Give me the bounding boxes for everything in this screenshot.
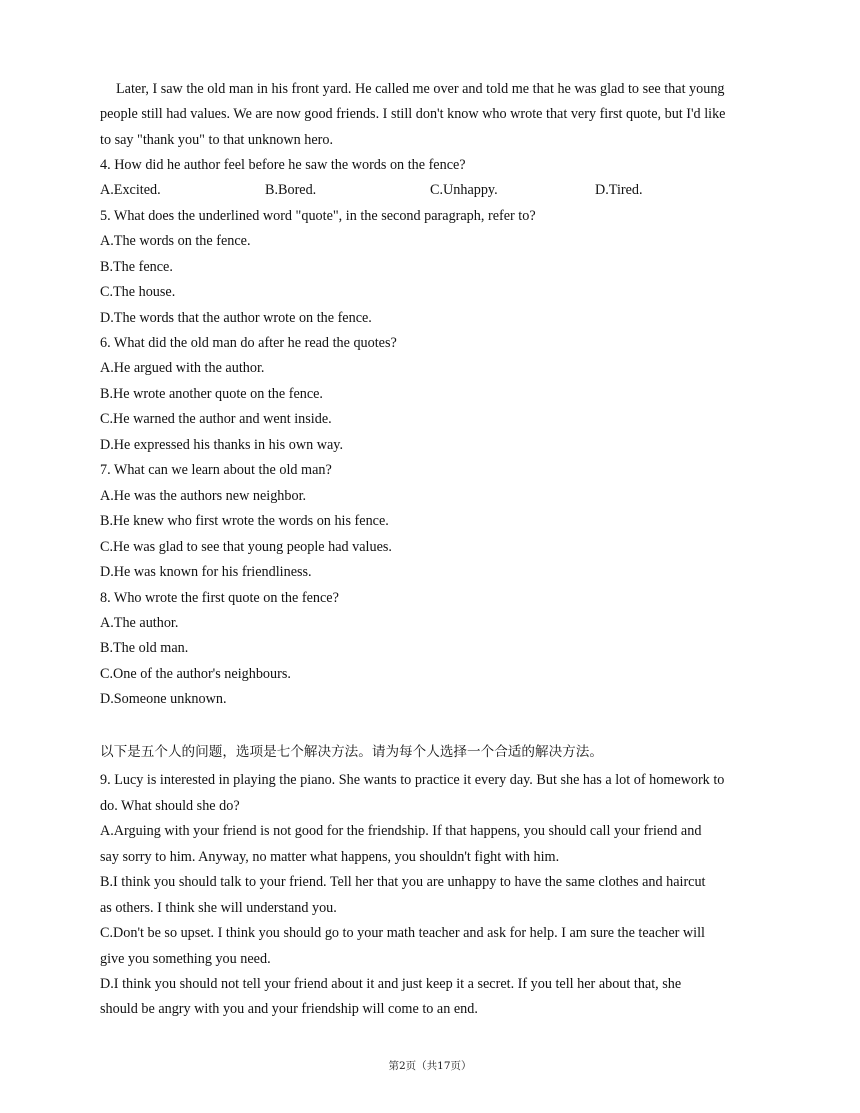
q8-option-a: A.The author. <box>100 615 179 631</box>
question-8: 8. Who wrote the first quote on the fence? <box>100 590 339 606</box>
question-4: 4. How did he author feel before he saw the words on the fence? <box>100 157 466 173</box>
passage-line: people still had values. We are now good friends. I still don't know who wrote that very first quote, but I'd like <box>100 106 726 122</box>
page-number-footer: 第2页（共17页） <box>388 1060 472 1072</box>
q9-option-a-cont: say sorry to him. Anyway, no matter what happens, you shouldn't fight with him. <box>100 849 560 865</box>
q7-option-c: C.He was glad to see that young people had values. <box>100 539 392 555</box>
q6-option-d: D.He expressed his thanks in his own way. <box>100 437 343 453</box>
question-6: 6. What did the old man do after he read the quotes? <box>100 335 397 351</box>
question-7: 7. What can we learn about the old man? <box>100 462 332 478</box>
passage-line: to say "thank you" to that unknown hero. <box>100 132 334 148</box>
q9-option-d: D.I think you should not tell your friend about it and just keep it a secret. If you tell her about that, she <box>100 976 682 992</box>
question-5: 5. What does the underlined word "quote", in the second paragraph, refer to? <box>100 208 536 224</box>
q8-option-d: D.Someone unknown. <box>100 691 227 707</box>
q4-option-c: C.Unhappy. <box>430 182 498 198</box>
q9-option-c-cont: give you something you need. <box>100 951 271 967</box>
question-9-cont: do. What should she do? <box>100 798 240 814</box>
q5-option-d: D.The words that the author wrote on the fence. <box>100 310 372 326</box>
q9-option-b-cont: as others. I think she will understand you. <box>100 900 337 916</box>
question-9: 9. Lucy is interested in playing the piano. She wants to practice it every day. But she has a lot of homework to <box>100 772 725 788</box>
q7-option-b: B.He knew who first wrote the words on his fence. <box>100 513 389 529</box>
q7-option-a: A.He was the authors new neighbor. <box>100 488 307 504</box>
q6-option-a: A.He argued with the author. <box>100 360 265 376</box>
q9-option-a: A.Arguing with your friend is not good for the friendship. If that happens, you should call your friend and <box>100 823 702 839</box>
q5-option-a: A.The words on the fence. <box>100 233 251 249</box>
q4-option-d: D.Tired. <box>595 182 643 198</box>
q8-option-c: C.One of the author's neighbours. <box>100 666 291 682</box>
q9-option-d-cont: should be angry with you and your friendship will come to an end. <box>100 1001 478 1017</box>
q9-option-b: B.I think you should talk to your friend. Tell her that you are unhappy to have the same clothes and haircut <box>100 874 706 890</box>
q6-option-b: B.He wrote another quote on the fence. <box>100 386 323 402</box>
q5-option-b: B.The fence. <box>100 259 173 275</box>
q4-option-b: B.Bored. <box>265 182 317 198</box>
q6-option-c: C.He warned the author and went inside. <box>100 411 332 427</box>
q7-option-d: D.He was known for his friendliness. <box>100 564 312 580</box>
q9-option-c: C.Don't be so upset. I think you should go to your math teacher and ask for help. I am sure the teacher will <box>100 925 705 941</box>
q4-option-a: A.Excited. <box>100 182 161 198</box>
section-instruction: 以下是五个人的问题，选项是七个解决方法。请为每个人选择一个合适的解决方法。 <box>100 744 603 760</box>
passage-line: Later, I saw the old man in his front yard. He called me over and told me that he was glad to see that young <box>116 81 725 97</box>
q5-option-c: C.The house. <box>100 284 176 300</box>
q8-option-b: B.The old man. <box>100 640 189 656</box>
